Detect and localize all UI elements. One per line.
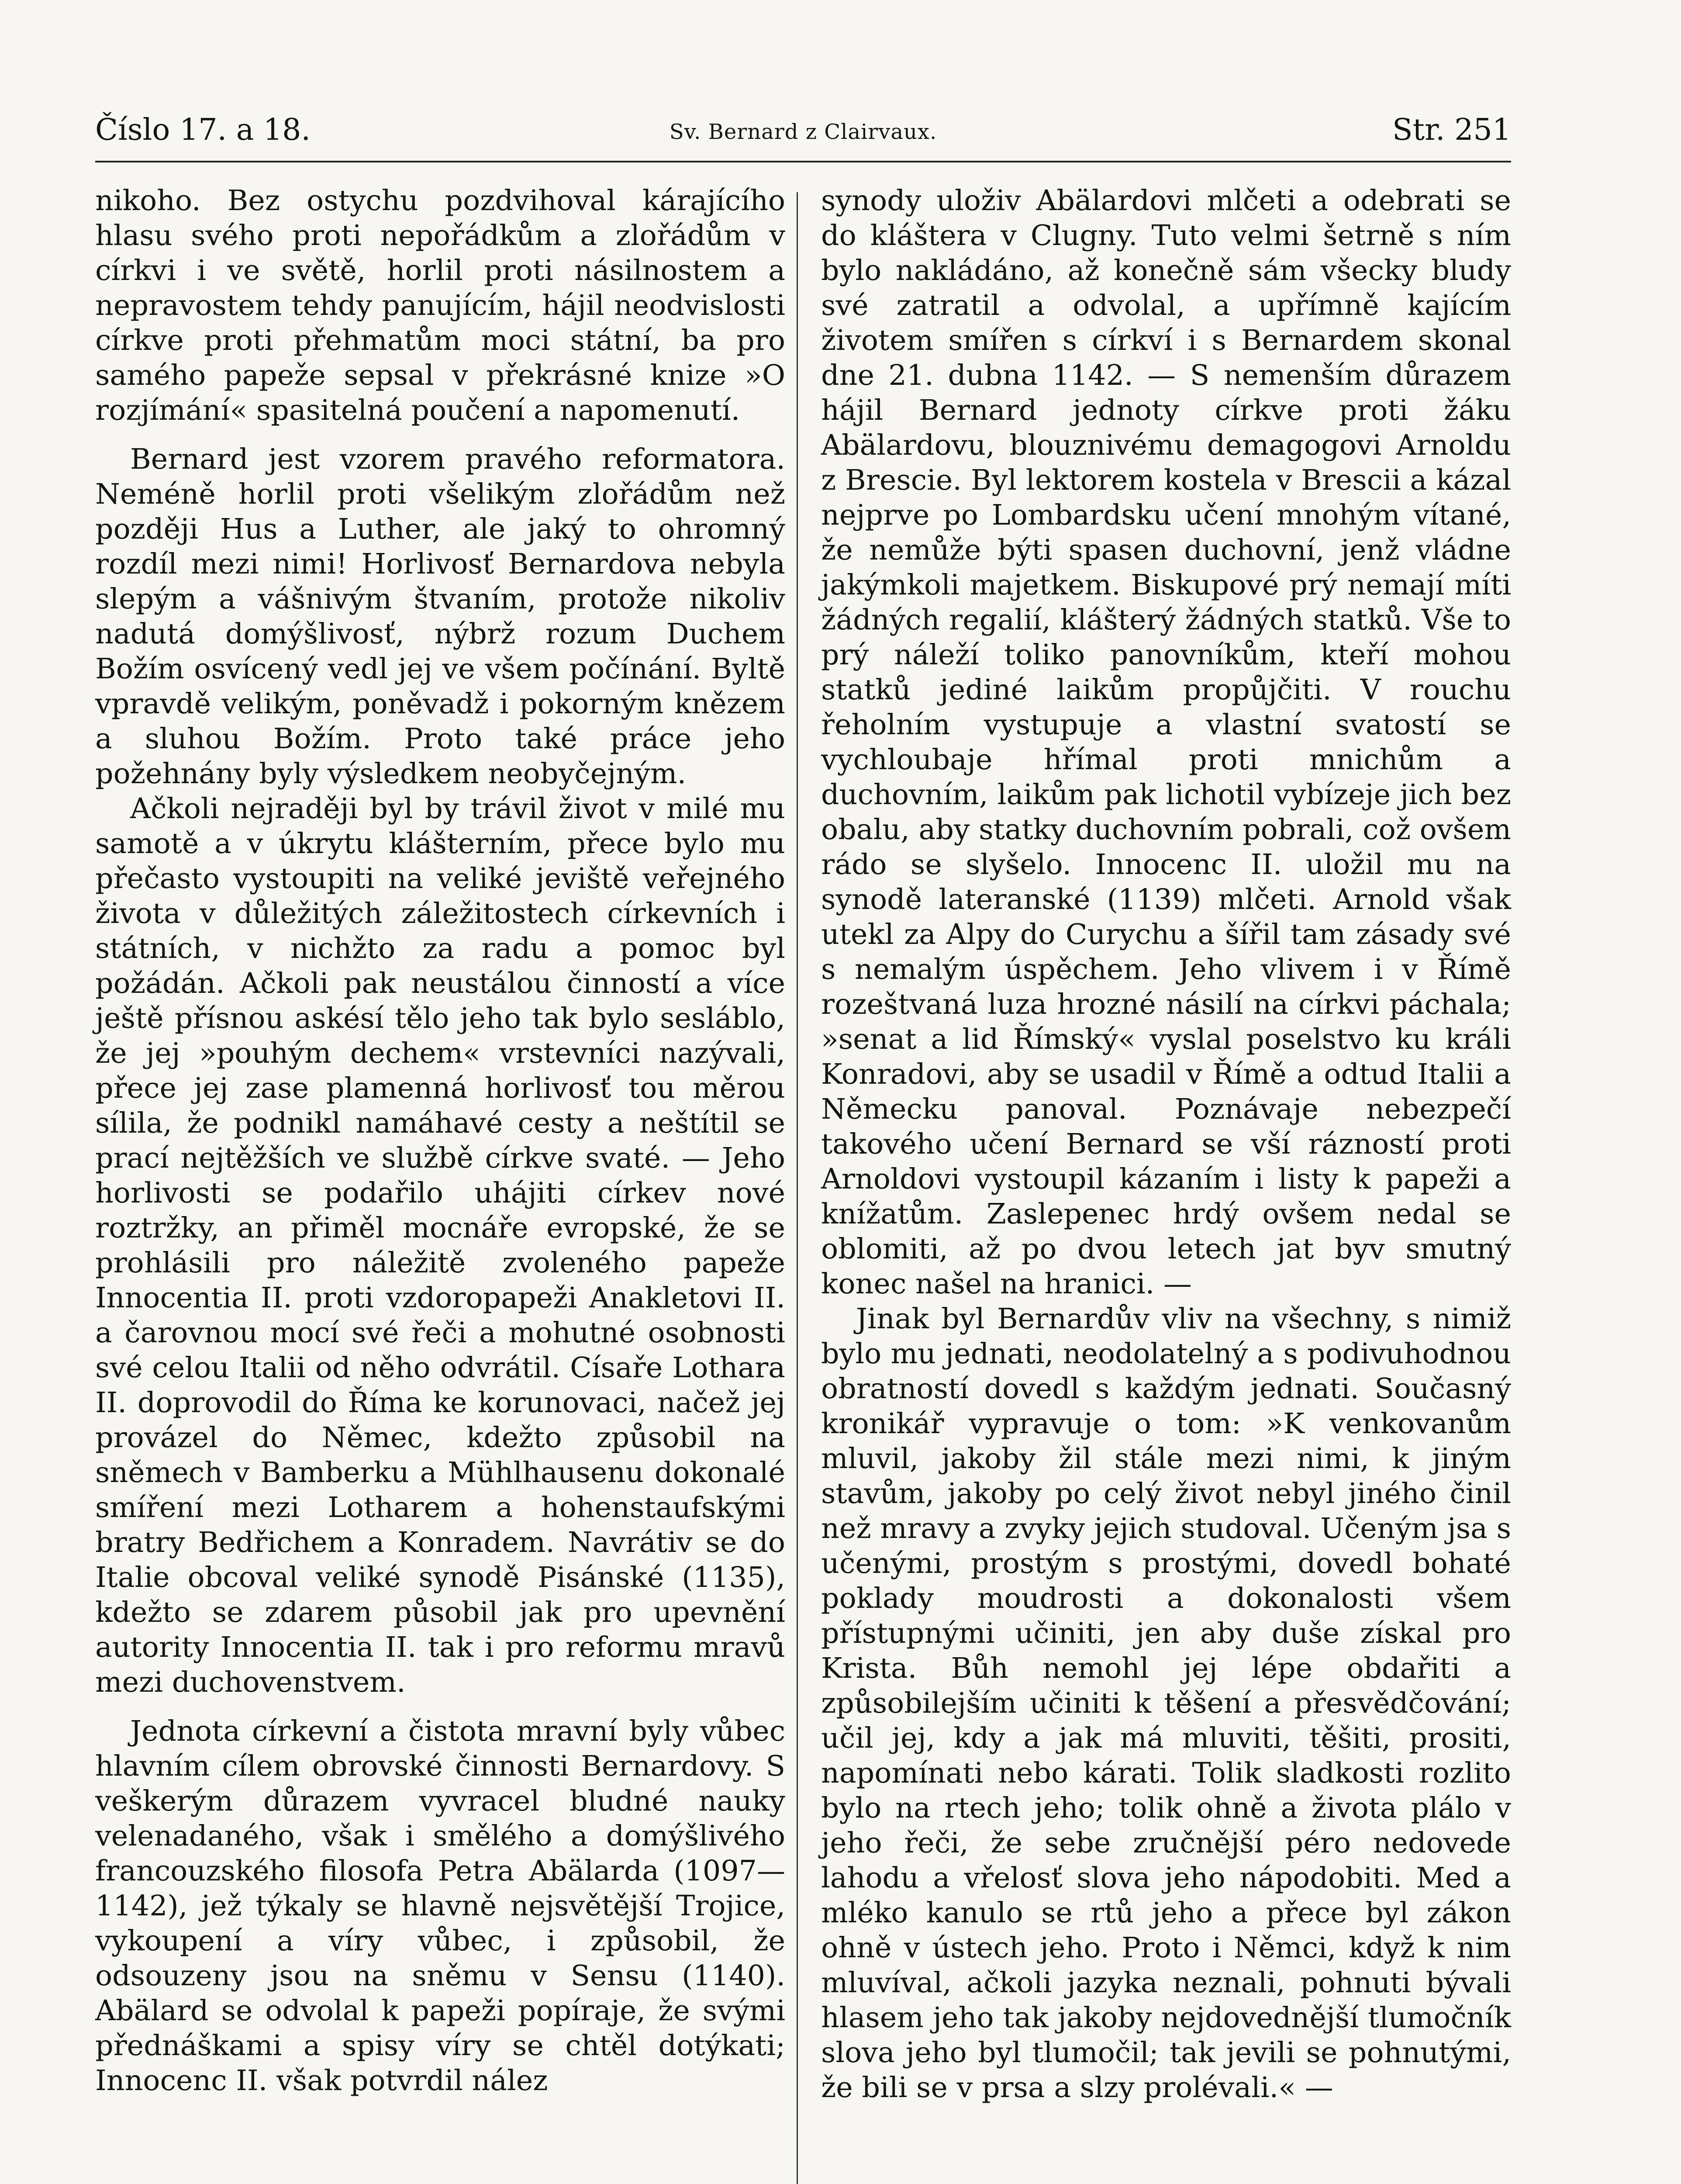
paragraph: Jednota církevní a čistota mravní byly vůbec hlavním cílem obrovské činnosti Bernardovy. S veškerým důrazem vyvracel bludné nauky velenadaného, však i smělého a domýšlivého francouzského filosofa Petra Abälarda (1097—1142), jež týkaly se hlavně nejsvětější Trojice, vykoupení a víry vůbec, i způsobil, že odsouzeny jsou na sněmu v Sensu (1140). Abälard se odvolal k papeži popíraje, že svými přednáškami a spisy víry se chtěl dotýkati; Innocenc II. však potvrdil nález	[95, 1715, 785, 2097]
paragraph: Ačkoli nejraději byl by trávil život v milé mu samotě a v úkrytu klášterním, přece bylo mu přečasto vystoupiti na veliké jeviště veřejného života v důležitých záležitostech církevních i státních, v nichžto za radu a pomoc byl požádán. Ačkoli pak neustálou činností a více ještě přísnou askésí tělo jeho tak bylo sesláblo, že jej »pouhým dechem« vrstevníci nazývali, přece jej zase plamenná horlivosť tou měrou sílila, že podnikl namáhavé cesty a neštítil se prací nejtěžších ve službě církve svaté. — Jeho horlivosti se podařilo uhájiti církev nové roztržky, an přiměl mocnáře evropské, že se prohlásili pro náležitě zvoleného papeže Innocentia II. proti vzdoropapeži Anakletovi II. a čarovnou mocí své řeči a mohutné osobnosti své celou Italii od něho odvrátil. Císaře Lothara II. doprovodil do Říma ke korunovaci, načež jej provázel do Němec, kdežto způsobil na sněmech v Bamberku a Mühlhausenu dokonalé smíření mezi Lotharem a hohenstaufskými bratry Bedřichem a Konradem. Navrátiv se do Italie obcoval veliké synodě Pisánské (1135), kdežto se zdarem působil jak pro upevnění autority Innocentia II. tak i pro reformu mravů mezi duchovenstvem.	[95, 792, 785, 1699]
paragraph: Bernard jest vzorem pravého reformatora. Neméně horlil proti všelikým zlořádům než později Hus a Luther, ale jaký to ohromný rozdíl mezi nimi! Horlivosť Bernardova nebyla slepým a vášnivým štvaním, protože nikoliv nadutá domýšlivosť, nýbrž rozum Duchem Božím osvícený vedl jej ve všem počínání. Byltě vpravdě velikým, poněvadž i pokorným knězem a sluhou Božím. Proto také práce jeho požehnány byly výsledkem neobyčejným.	[95, 443, 785, 790]
issue-number: Číslo 17. a 18.	[95, 113, 311, 147]
page-number: Str. 251	[1392, 113, 1511, 147]
paragraph: synody uloživ Abälardovi mlčeti a odebrati se do kláštera v Clugny. Tuto velmi šetrně s ním bylo nakládáno, až konečně sám všecky bludy své zatratil a odvolal, a upřímně kajícím životem smířen s církví i s Bernardem skonal dne 21. dubna 1142. — S nemenším důrazem hájil Bernard jednoty církve proti žáku Abälardovu, blouznivému demagogovi Arnoldu z Brescie. Byl lektorem kostela v Brescii a kázal nejprve po Lombardsku učení mnohým vítané, že nemůže býti spasen duchovní, jenž vládne jakýmkoli majetkem. Biskupové prý nemají míti žádných regalií, klášterý žádných statků. Vše to prý náleží toliko panovníkům, kteří mohou statků jediné laikům propůjčiti. V rouchu řeholním vystupuje a vlastní svatostí se vychloubaje hřímal proti mnichům a duchovním, laikům pak lichotil vybízeje jich bez obalu, aby statky duchovním pobrali, což ovšem rádo se slyšelo. Innocenc II. uložil mu na synodě lateranské (1139) mlčeti. Arnold však utekl za Alpy do Curychu a šířil tam zásady své s nemalým úspěchem. Jeho vlivem i v Římě rozeštvaná luza hrozné násilí na církvi páchala; »senat a lid Římský« vyslal poselstvo ku králi Konradovi, aby se usadil v Římě a odtud Italii a Německu panoval. Poznávaje nebezpečí takového učení Bernard se vší rázností proti Arnoldovi vystoupil kázaním i listy k papeži a knížatům. Zaslepenec hrdý ovšem nedal se oblomiti, až po dvou letech jat byv smutný konec našel na hranici. —	[821, 184, 1511, 1300]
running-title: Sv. Bernard z Clairvaux.	[669, 120, 937, 144]
left-column	[95, 183, 785, 2098]
right-column	[821, 183, 1511, 2105]
paragraph: Jinak byl Bernardův vliv na všechny, s nimiž bylo mu jednati, neodolatelný a s podivuhodnou obratností dovedl s každým jednati. Současný kronikář vypravuje o tom: »K venkovanům mluvil, jakoby žil stále mezi nimi, k jiným stavům, jakoby po celý život nebyl jiného činil než mravy a zvyky jejich studoval. Učeným jsa s učenými, prostým s prostými, dovedl bohaté poklady moudrosti a dokonalosti všem přístupnými učiniti, jen aby duše získal pro Krista. Bůh nemohl jej lépe obdařiti a způsobilejším učiniti k těšení a přesvědčování; učil jej, kdy a jak má mluviti, těšiti, prositi, napomínati nebo kárati. Tolik sladkosti rozlito bylo na rtech jeho; tolik ohně a života plálo v jeho řeči, že sebe zručnější péro nedovede lahodu a vřelosť slova jeho nápodobiti. Med a mléko kanulo se rtů jeho a přece byl zákon ohně v ústech jeho. Proto i Němci, když k nim mluvíval, ačkoli jazyka neznali, pohnuti bývali hlasem jeho tak jakoby nejdovednější tlumočník slova jeho byl tlumočil; tak jevili se pohnutými, že bili se v prsa a slzy prolévali.« —	[821, 1303, 1511, 2104]
running-header	[95, 113, 1511, 162]
column-divider	[797, 192, 798, 2184]
paragraph: nikoho. Bez ostychu pozdvihoval kárajícího hlasu svého proti nepořádkům a zlořádům v církvi i ve světě, horlil proti násilnostem a nepravostem tehdy panujícím, hájil neodvislosti církve proti přehmatům moci státní, ba pro samého papeže sepsal v překrásné knize »O rozjímání« spasitelná poučení a napomenutí.	[95, 184, 785, 427]
